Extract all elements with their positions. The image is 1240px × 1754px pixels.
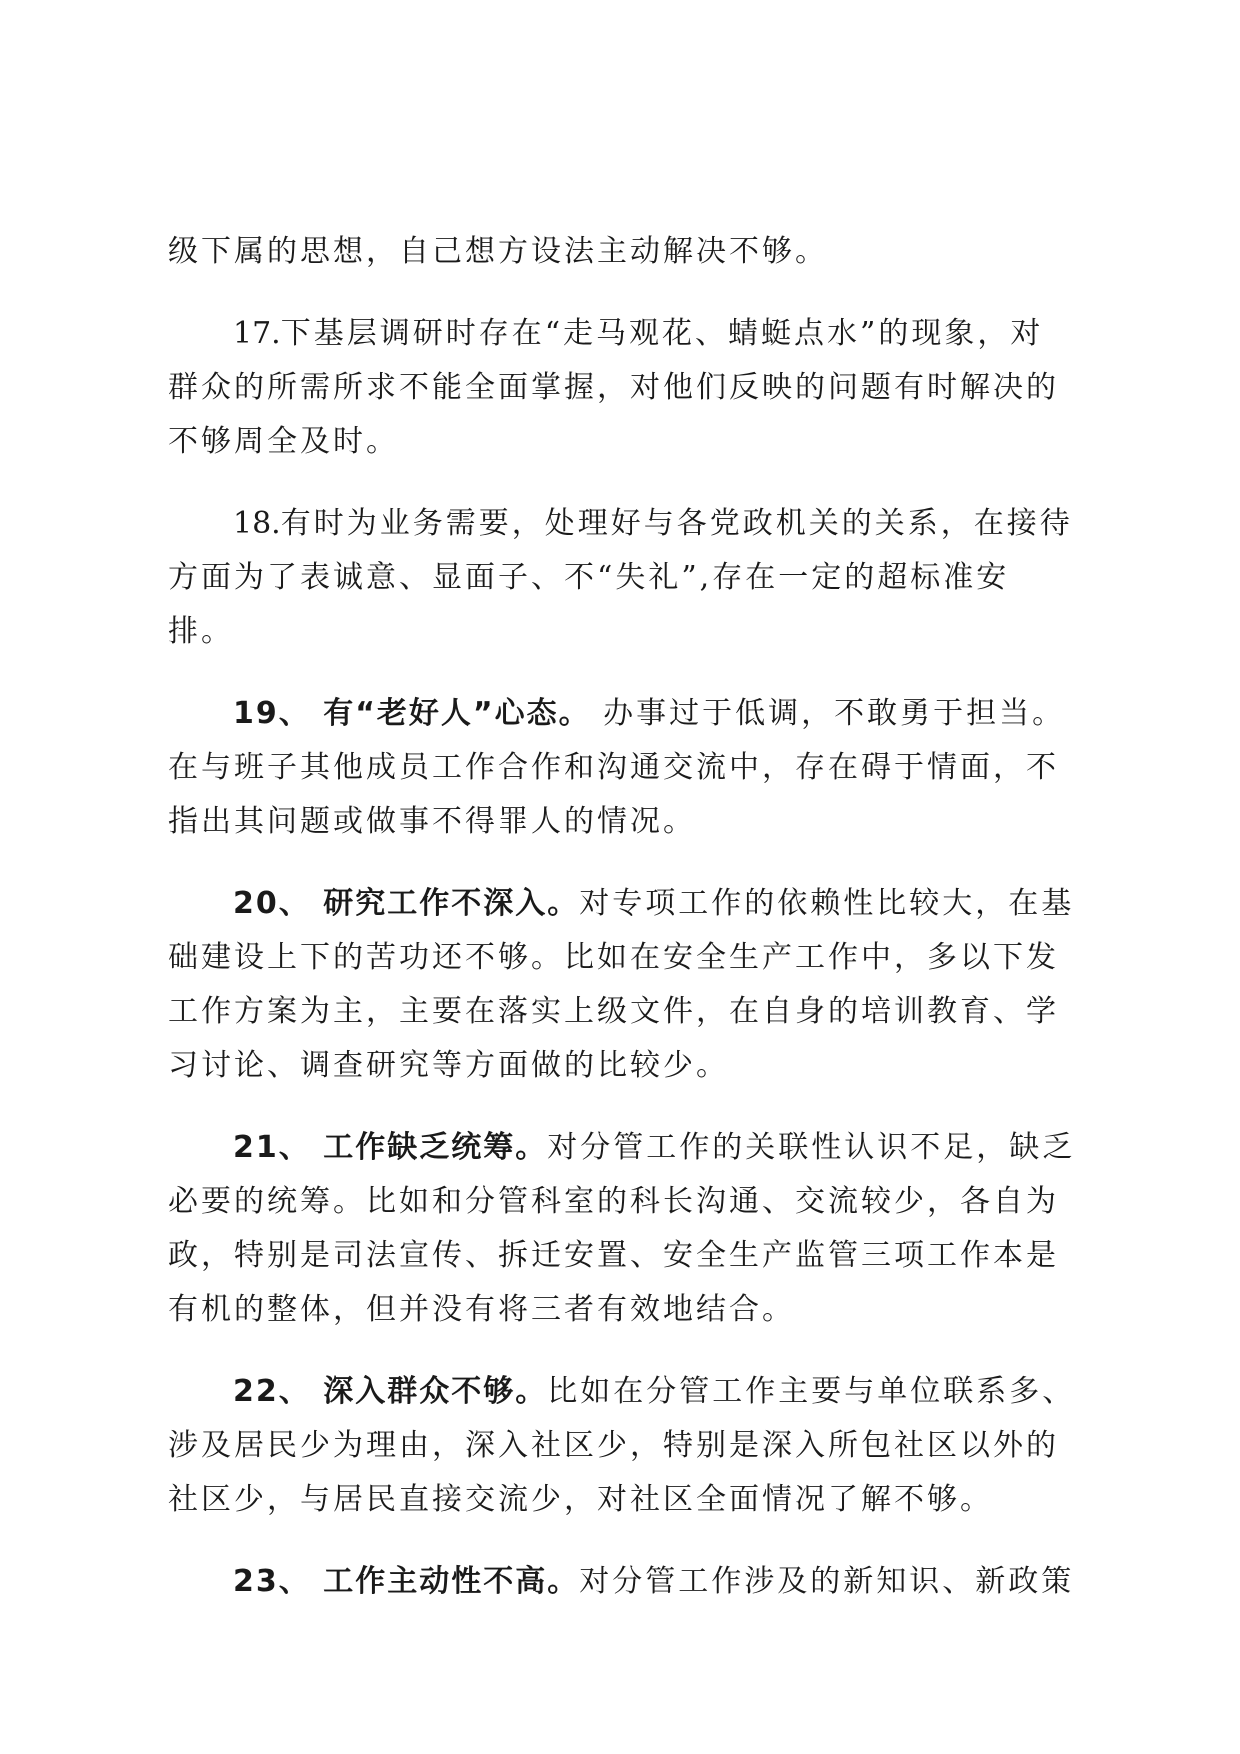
paragraph-20-line-1 bbox=[168, 877, 1080, 931]
paragraph-20-line-1-text: 对专项工作的依赖性比较大，在基 bbox=[579, 886, 1075, 921]
paragraph-19-line-3: 指出其问题或做事不得罪人的情况。 bbox=[168, 804, 696, 839]
paragraph-17-line-1-text: 下基层调研时存在“走马观花、蜻蜓点水”的现象，对 bbox=[280, 316, 1044, 351]
paragraph-19-line-2: 在与班子其他成员工作合作和沟通交流中，存在碍于情面，不 bbox=[168, 750, 1059, 785]
paragraph-20-line-2: 础建设上下的苦功还不够。比如在安全生产工作中，多以下发 bbox=[168, 940, 1059, 975]
paragraph-18-line-1 bbox=[168, 497, 1080, 551]
document-page bbox=[168, 225, 1080, 1609]
paragraph-21-heading: 21、 工作缺乏统筹。 bbox=[233, 1130, 548, 1165]
paragraph-17-line-2: 群众的所需所求不能全面掌握，对他们反映的问题有时解决的 bbox=[168, 370, 1059, 405]
paragraph-20-line-3: 工作方案为主，主要在落实上级文件，在自身的培训教育、学 bbox=[168, 994, 1059, 1029]
paragraph-21-line-2: 必要的统筹。比如和分管科室的科长沟通、交流较少，各自为 bbox=[168, 1184, 1059, 1219]
paragraph-18-line-3: 排。 bbox=[168, 614, 234, 649]
paragraph-17-number: 17. bbox=[233, 316, 281, 351]
paragraph-21-line-1-text: 对分管工作的关联性认识不足，缺乏 bbox=[547, 1130, 1076, 1165]
paragraph-22-heading: 22、 深入群众不够。 bbox=[233, 1374, 548, 1409]
paragraph-18-number: 18. bbox=[233, 506, 281, 541]
paragraph-20 bbox=[168, 877, 1080, 1093]
paragraph-23 bbox=[168, 1555, 1080, 1609]
paragraph-23-line-1-text: 对分管工作涉及的新知识、新政策 bbox=[579, 1564, 1075, 1599]
paragraph-17-line-3: 不够周全及时。 bbox=[168, 424, 399, 459]
paragraph-21 bbox=[168, 1121, 1080, 1337]
paragraph-18-line-2: 方面为了表诚意、显面子、不“失礼”,存在一定的超标准安 bbox=[168, 560, 1010, 595]
paragraph-19-line-1-text: 办事过于低调，不敢勇于担当。 bbox=[590, 696, 1066, 731]
paragraph-17-line-1 bbox=[168, 307, 1080, 361]
paragraph-22-line-3: 社区少，与居民直接交流少，对社区全面情况了解不够。 bbox=[168, 1482, 993, 1517]
paragraph-16-tail-line-1: 级下属的思想，自己想方设法主动解决不够。 bbox=[168, 234, 828, 269]
paragraph-22-line-1 bbox=[168, 1365, 1080, 1419]
paragraph-19 bbox=[168, 687, 1080, 849]
paragraph-22-line-1-text: 比如在分管工作主要与单位联系多、 bbox=[547, 1374, 1076, 1409]
paragraph-19-line-1 bbox=[168, 687, 1080, 741]
paragraph-18 bbox=[168, 497, 1080, 659]
paragraph-20-line-4: 习讨论、调查研究等方面做的比较少。 bbox=[168, 1048, 729, 1083]
paragraph-17 bbox=[168, 307, 1080, 469]
paragraph-22 bbox=[168, 1365, 1080, 1527]
paragraph-21-line-3: 政，特别是司法宣传、拆迁安置、安全生产监管三项工作本是 bbox=[168, 1238, 1059, 1273]
paragraph-22-line-2: 涉及居民少为理由，深入社区少，特别是深入所包社区以外的 bbox=[168, 1428, 1059, 1463]
paragraph-21-line-1 bbox=[168, 1121, 1080, 1175]
paragraph-23-line-1 bbox=[168, 1555, 1080, 1609]
paragraph-18-line-1-text: 有时为业务需要，处理好与各党政机关的关系，在接待 bbox=[280, 506, 1073, 541]
paragraph-23-heading: 23、 工作主动性不高。 bbox=[233, 1564, 580, 1599]
paragraph-19-heading: 19、 有“老好人”心态。 bbox=[233, 696, 591, 731]
paragraph-21-line-4: 有机的整体，但并没有将三者有效地结合。 bbox=[168, 1292, 795, 1327]
paragraph-20-heading: 20、 研究工作不深入。 bbox=[233, 886, 580, 921]
